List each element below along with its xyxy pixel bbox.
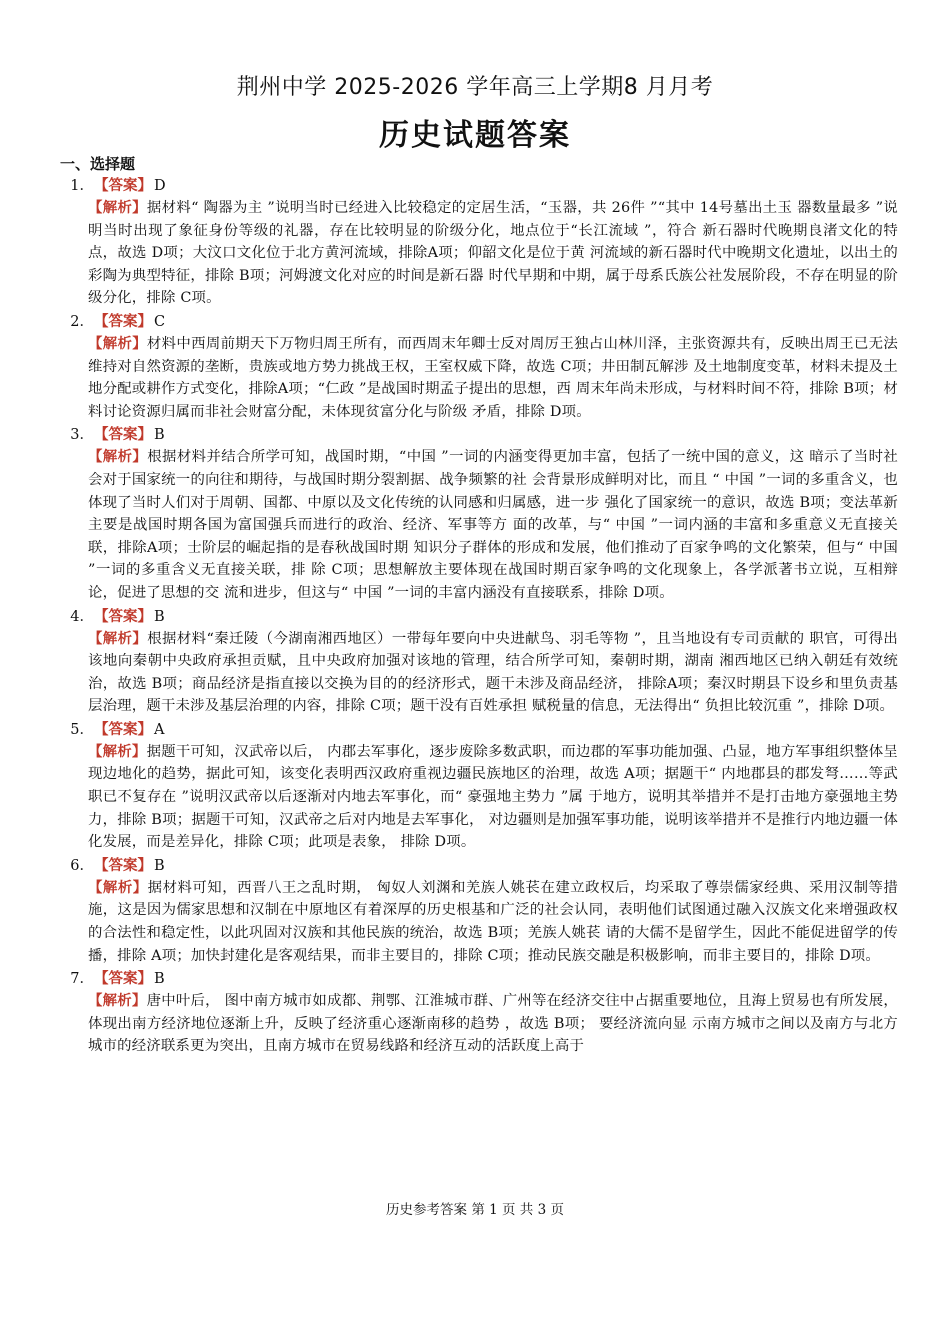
analysis-text: 唐中叶后， 图中南方城市如成都、荆鄂、江淮城市群、广州等在经济交往中占据重要地位，且海上贸易也有所发展，体现出南方经济地位逐渐上升，反映了经济重心逐渐南移的趋势 ，故选 B项； 要经济流向显 示南方城市之间以及南方与北方城市的经济联系更为突出，且南方城市在贸易线路和经济互动的活跃度上高于 <box>88 993 898 1055</box>
answer-tag: 【答案】 <box>94 856 152 874</box>
analysis-tag: 【解析】 <box>88 992 147 1010</box>
answer-tag: 【答案】 <box>94 177 152 194</box>
question-number: 1． <box>70 178 94 194</box>
question-number: 7． <box>70 971 94 988</box>
analysis-text: 据材料可知，西晋八王之乱时期， 匈奴人刘渊和羌族人姚苌在建立政权后，均采取了尊崇儒家经典、采用汉制等措施，这是因为儒家思想和汉制在中原地区有着深厚的历史根基和广泛的社会认同，表明他们试图通过融入汉族文化来增强政权的合法性和稳定性，以此巩固对汉族和其他民族的统治，故选 B项；羌族人姚苌 请的大儒不是留学生，因此不能促进留学的传播，排除 A项；加快封建化是客观结果，而非主要目的，排除 C项；推动民族交融是积极影响，而非主要目的，排除 D项。 <box>88 879 898 964</box>
question-item <box>60 175 898 310</box>
question-number: 5． <box>70 721 94 738</box>
question-number: 4． <box>70 608 94 625</box>
question-list <box>60 175 898 1059</box>
question-item <box>60 606 898 718</box>
analysis-text: 材料中西周前期天下万物归周王所有，而西周末年卿士反对周厉王独占山林川泽，主张资源共有，反映出周王已无法维持对自然资源的垄断，贵族或地方势力挑战王权，王室权威下降，故选 C项；井田制瓦解涉 及土地制度变革，材料未提及土地分配或耕作方式变化，排除A项；“仁政 ”是战国时期孟子提出的思想，西 周末年尚未形成，与材料时间不符，排除 B项；材料讨论资源归属而非社会财富分配，未体现贫富分化与阶级 矛盾，排除 D项。 <box>88 335 898 420</box>
analysis-tag: 【解析】 <box>88 448 148 466</box>
analysis-tag: 【解析】 <box>88 629 148 647</box>
analysis-text: 根据材料并结合所学可知，战国时期，“中国 ”一词的内涵变得更加丰富，包括了一统中国的意义，这 暗示了当时社会对于国家统一的向往和期待，与战国时期分裂割据、战争频繁的社 会背景形成鲜明对比，而且 “ 中国 ”一词的多重含义，也体现了当时人们对于周朝、国都、中原以及文化传统的认同感和归属感，进一步 强化了国家统一的意识，故选 B项；变法革新主要是战国时期各国为富国强兵而进行的政治、经济、军事等方 面的改革，与“ 中国 ”一词内涵的丰富和多重意义无直接关联，排除A项；士阶层的崛起指的是春秋战国时期 知识分子群体的形成和发展，他们推动了百家争鸣的文化繁荣，但与“ 中国 ”一词的多重含义无直接关联，排 除 C项；思想解放主要体现在战国时期百家争鸣的文化现象上，各学派著书立说，互相辩论，促进了思想的交 流和进步，但这与“ 中国 ”一词的丰富内涵没有直接联系，排除 D项。 <box>88 449 898 601</box>
question-item <box>60 968 898 1058</box>
answer-value: B <box>154 608 165 625</box>
section-heading: 一、选择题 <box>60 155 136 173</box>
page-footer: 历史参考答案 第 1 页 共 3 页 <box>386 1202 564 1218</box>
answer-value: B <box>154 427 165 444</box>
answer-value: D <box>154 178 166 194</box>
answer-tag: 【答案】 <box>94 312 152 330</box>
answer-value: A <box>154 721 165 738</box>
answer-tag: 【答案】 <box>94 607 152 625</box>
question-number: 6． <box>70 857 94 874</box>
question-item <box>60 311 898 423</box>
document-title: 历史试题答案 <box>379 118 571 153</box>
answer-tag: 【答案】 <box>94 426 152 444</box>
answer-value: B <box>154 971 165 988</box>
question-item <box>60 424 898 604</box>
answer-tag: 【答案】 <box>94 720 152 738</box>
question-item <box>60 719 898 854</box>
analysis-text: 根据材料“秦迁陵（今湖南湘西地区）一带每年要向中央进献鸟、羽毛等物 ”，且当地设有专司贡献的 职官，可得出该地向秦朝中央政府承担贡赋，且中央政府加强对该地的管理，结合所学可知，秦朝时期，湖南 湘西地区已纳入朝廷有效统治，故选 B项；商品经济是指直接以交换为目的的经济形式，题干未涉及商品经济， 排除A项；秦汉时期县下设乡和里负责基层治理，题干未涉及基层治理的内容，排除 C项；题干没有百姓承担 赋税量的信息，无法得出“ 负担比较沉重 ”，排除 D项。 <box>88 630 898 715</box>
analysis-text: 据材料“ 陶器为主 ”说明当时已经进入比较稳定的定居生活，“玉器，共 26件 ”“其中 14号墓出土玉 器数量最多 ”说明当时出现了象征身份等级的礼器，存在比较明显的阶级分化，地点位于“长江流域 ”，符合 新石器时代晚期良渚文化的特点，故选 D项；大汶口文化位于北方黄河流域，排除A项；仰韶文化是位于黄 河流域的新石器时代中晚期文化遗址，以出土的彩陶为典型特征，排除 B项；河姆渡文化对应的时间是新石器 时代早期和中期，属于母系氏族公社发展阶段，不存在明显的阶级分化，排除 C项。 <box>88 200 898 307</box>
question-number: 3． <box>70 427 94 444</box>
question-number: 2． <box>70 313 94 330</box>
analysis-tag: 【解析】 <box>88 878 148 896</box>
answer-value: C <box>154 313 166 330</box>
school-exam-title: 荆州中学 2025-2026 学年高三上学期8 月月考 <box>236 75 714 100</box>
answer-value: B <box>154 857 165 874</box>
answer-tag: 【答案】 <box>94 970 152 988</box>
analysis-tag: 【解析】 <box>88 199 147 216</box>
analysis-tag: 【解析】 <box>88 334 147 352</box>
analysis-tag: 【解析】 <box>88 742 147 760</box>
question-item <box>60 855 898 967</box>
analysis-text: 据题干可知，汉武帝以后， 内郡去军事化，逐步废除多数武职，而边郡的军事功能加强、凸显，地方军事组织整体呈现边地化的趋势，据此可知，该变化表明西汉政府重视边疆民族地区的治理，故选 A项；据题干“ 内地郡县的郡发弩……等武职已不复存在 ”说明汉武帝以后逐渐对内地去军事化，而“ 豪强地主势力 ”属 于地方，说明其举措并不是打击地方豪强地主势力，排除 B项；据题干可知，汉武帝之后对内地是去军事化， 对边疆则是加强军事功能，说明该举措并不是推行内地边疆一体化发展，而是差异化，排除 C项；此项是表象， 排除 D项。 <box>88 743 898 851</box>
